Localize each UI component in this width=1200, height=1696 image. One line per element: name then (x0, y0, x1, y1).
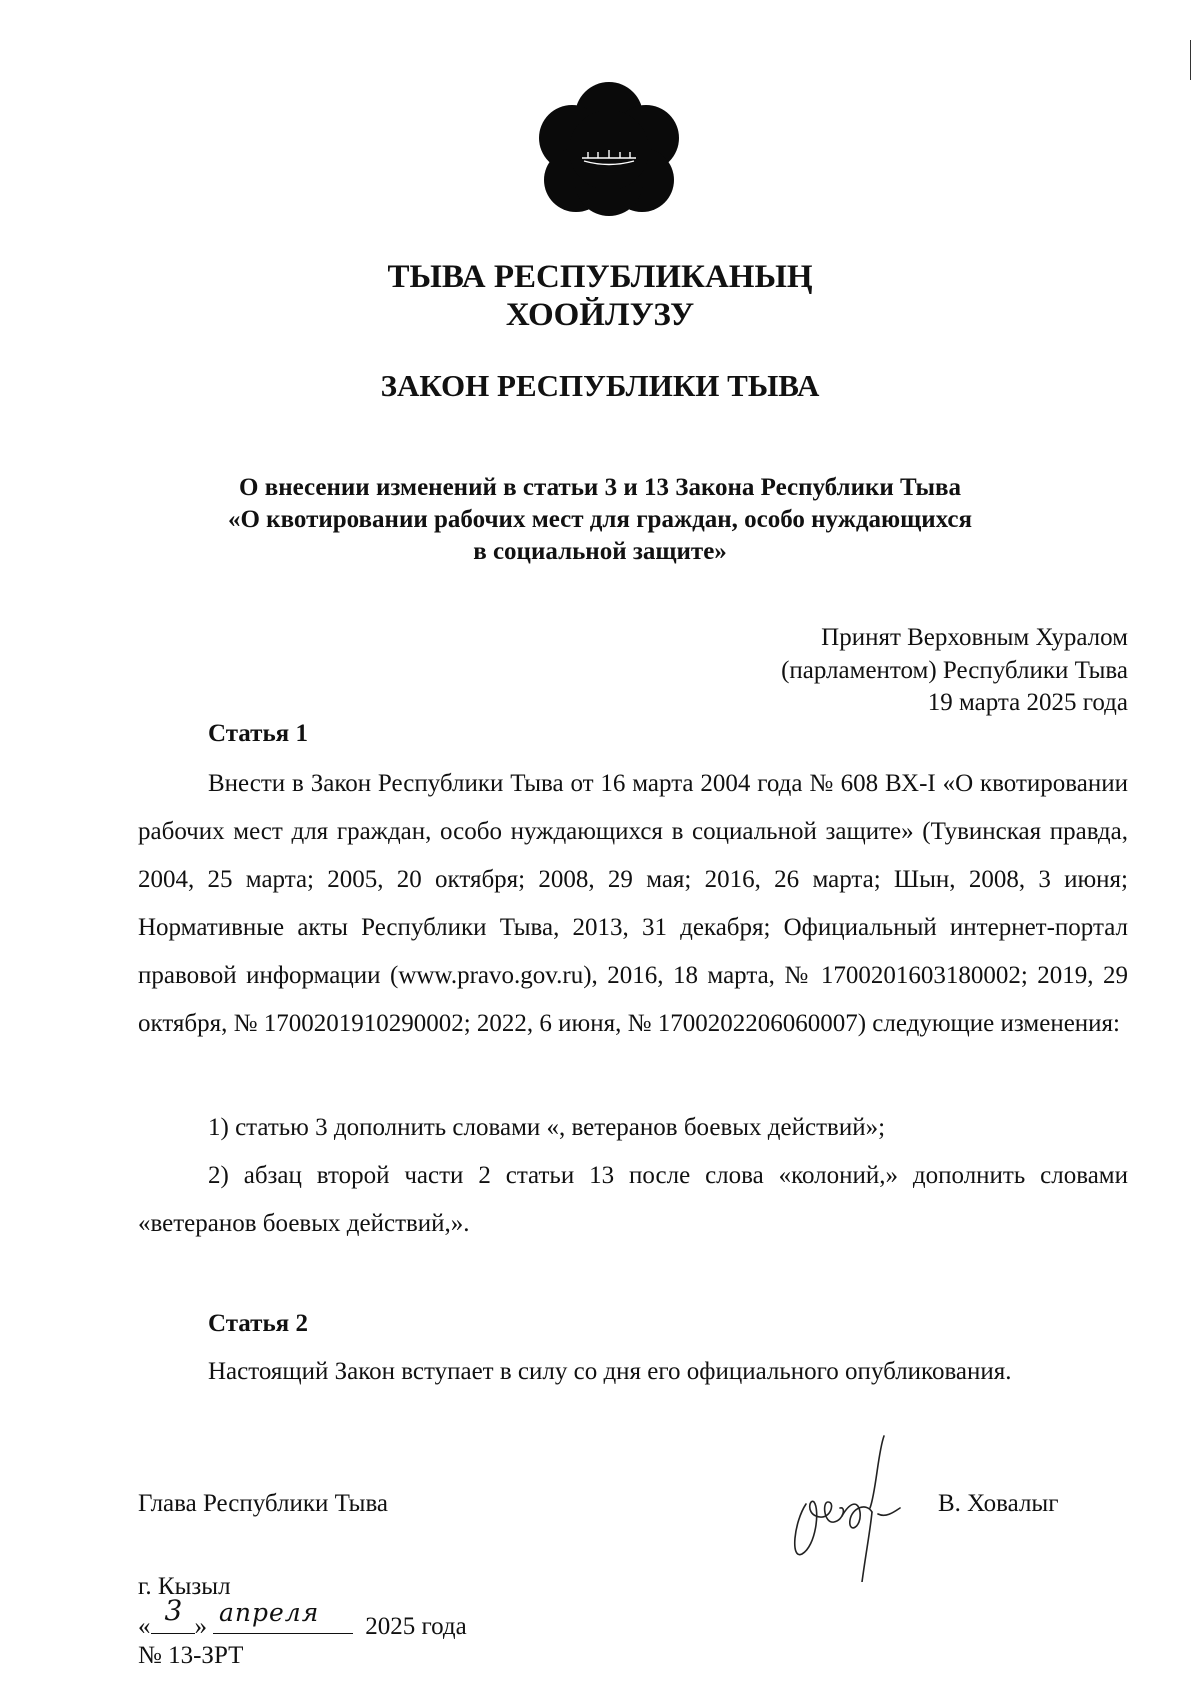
scan-edge-mark (1190, 40, 1191, 80)
article1-item1: 1) статью 3 дополнить словами «, ветеранов боевых действий»; (208, 1114, 886, 1141)
article1-heading: Статья 1 (208, 720, 308, 747)
title-tuvan-line1: ТЫВА РЕСПУБЛИКАНЫҢ (387, 259, 813, 295)
signatory-name: В. Ховалыг (938, 1490, 1059, 1517)
date-quote-close: » (194, 1613, 207, 1640)
title-tuvan (0, 258, 1200, 334)
signing-date (138, 1594, 467, 1643)
law-subject-line2: «О квотировании рабочих мест для граждан, особо нуждающихся (227, 506, 973, 533)
emblem-of-tuva (536, 82, 682, 218)
city: г. Кызыл (138, 1573, 231, 1600)
date-month: апреля (219, 1598, 320, 1627)
date-quote-open: « (138, 1613, 151, 1640)
law-title: ЗАКОН РЕСПУБЛИКИ ТЫВА (380, 368, 820, 403)
article1-intro: Внести в Закон Республики Тыва от 16 марта 2004 года № 608 ВХ-I «О квотировании рабочих мест для граждан, особо нуждающихся в социальной защите» (Тувинская правда, 2004, 25 марта; 2005, 20 октября; 2008, 29 мая; 2016, 26 марта; Шын, 2008, 3 июня; Нормативные акты Республики Тыва, 2013, 31 декабря; Официальный интернет-портал правовой информации (www.pravo.gov.ru), 2016, 18 марта, № 1700201603180002; 2019, 29 октября, № 1700201910290002; 2022, 6 июня, № 1700202206060007) следующие изменения: (138, 770, 1128, 1037)
adoption-line3: 19 марта 2025 года (927, 689, 1128, 716)
law-subject-line1: О внесении изменений в статьи 3 и 13 Закона Республики Тыва (239, 474, 961, 501)
signatory-position: Глава Республики Тыва (138, 1490, 389, 1517)
law-subject-line3: в социальной защите» (473, 538, 727, 565)
date-year: 2025 года (365, 1613, 467, 1640)
date-month-field (213, 1598, 353, 1634)
signature-icon (786, 1432, 916, 1582)
article1-item2: 2) абзац второй части 2 статьи 13 после слова «колоний,» дополнить словами «ветеранов боевых действий,». (138, 1162, 1128, 1237)
date-day-field (151, 1594, 195, 1634)
handwritten-signature (786, 1432, 916, 1582)
date-day: 3 (164, 1594, 183, 1627)
article2-text: Настоящий Закон вступает в силу со дня его официального опубликования. (208, 1358, 1012, 1385)
law-number: № 13-ЗРТ (138, 1642, 244, 1669)
adoption-line1: Принят Верховным Хуралом (821, 624, 1128, 651)
adoption-line2: (парламентом) Республики Тыва (781, 656, 1128, 684)
law-subject (0, 472, 1200, 568)
title-tuvan-line2: ХООЙЛУЗУ (505, 297, 695, 333)
article2-heading: Статья 2 (208, 1310, 308, 1337)
emblem-icon (536, 82, 682, 218)
adoption-note (781, 622, 1128, 720)
